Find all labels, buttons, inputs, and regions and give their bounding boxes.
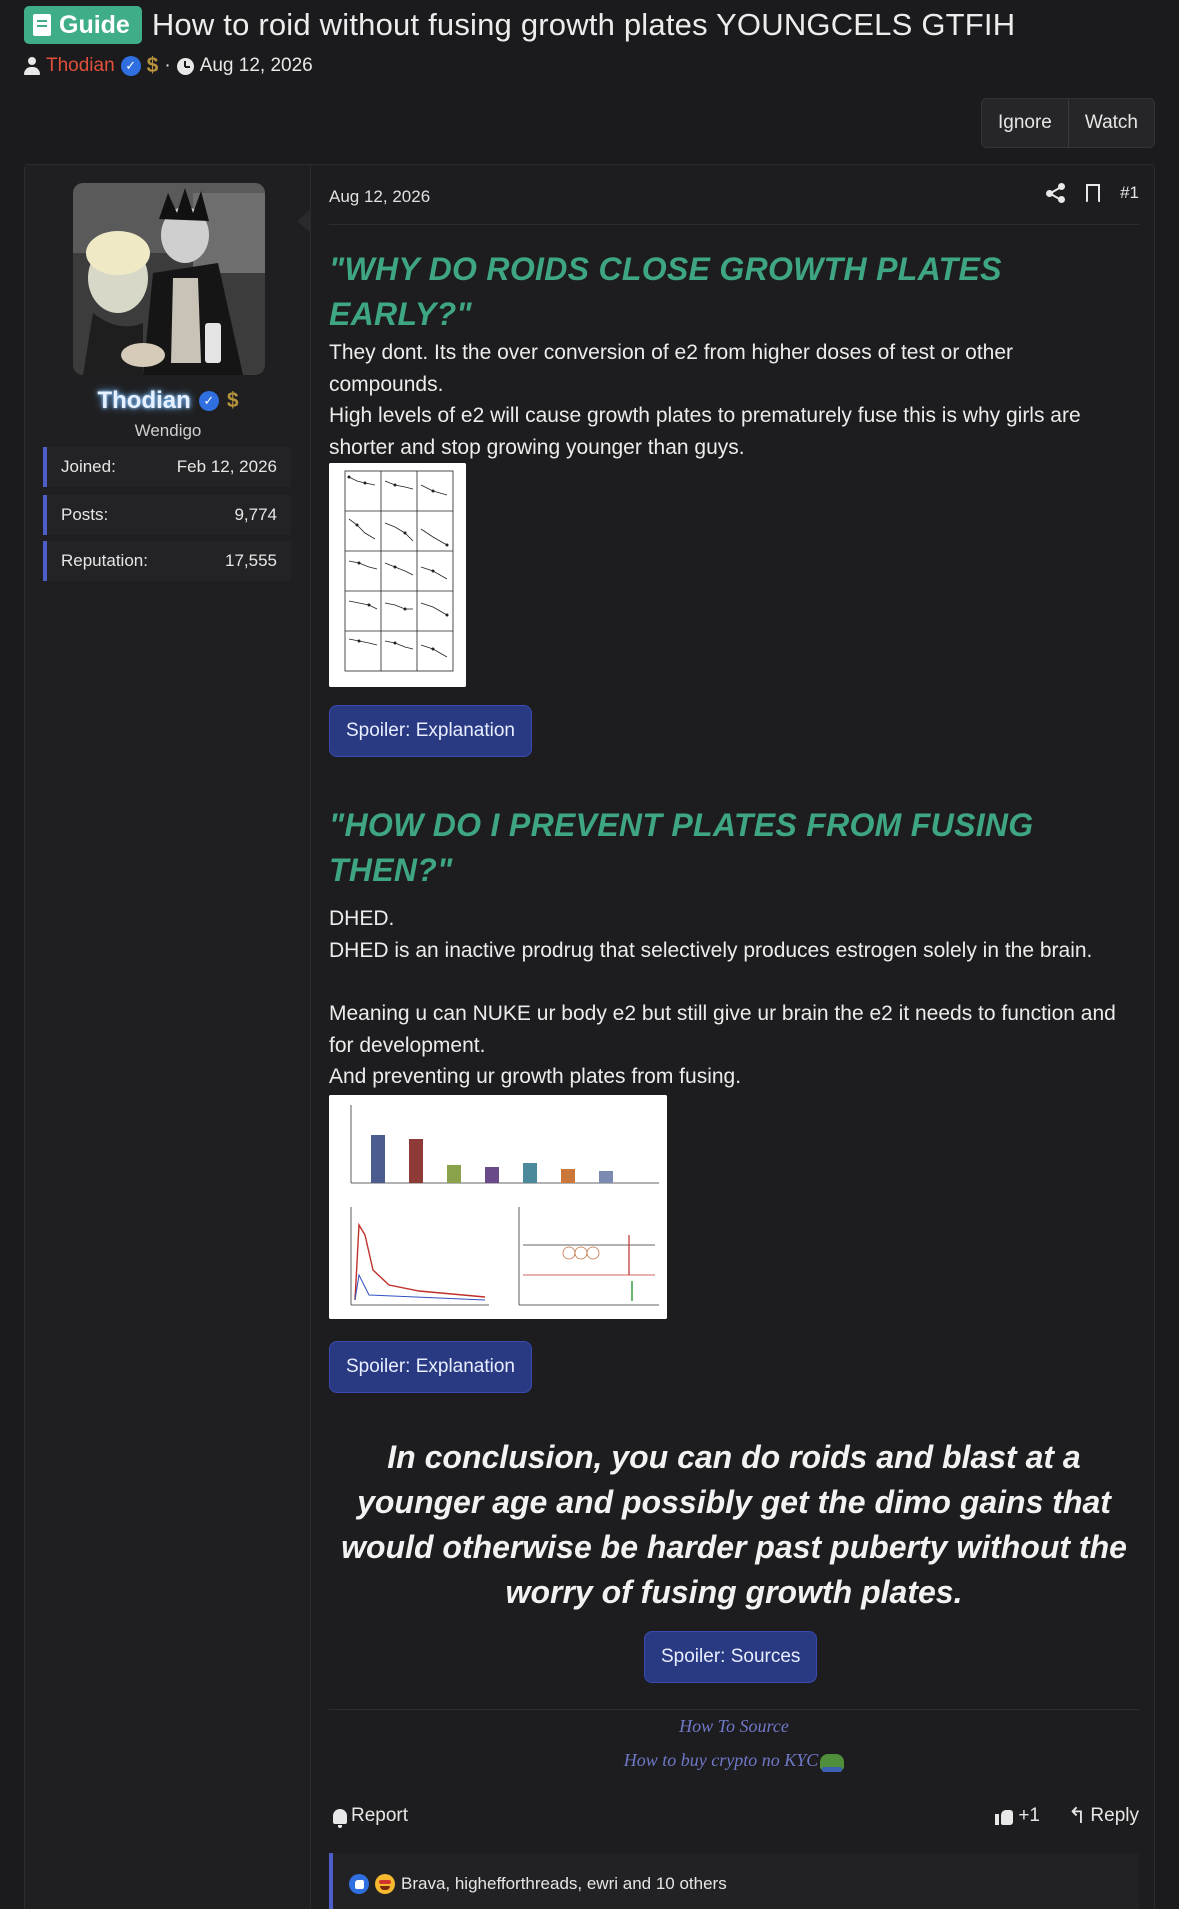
pepe-frog-icon [820,1754,844,1770]
thumbs-up-icon [995,1807,1013,1825]
report-label[interactable]: Report [351,1805,409,1826]
reply-label: Reply [1090,1805,1139,1827]
stat-label: Reputation: [61,551,148,570]
spoiler-explanation-button-2[interactable]: Spoiler: Explanation [329,1341,532,1393]
spoiler-explanation-button-1[interactable]: Spoiler: Explanation [329,705,532,757]
post-number-link[interactable]: #1 [1120,183,1139,202]
ignore-button[interactable]: Ignore [997,112,1052,133]
like-reaction-icon [349,1874,369,1894]
paragraph: High levels of e2 will cause growth plates to prematurely fuse this is why girls are shorter and stop growing younger than guys. [329,404,1081,459]
dhed-study-chart-image[interactable] [329,1095,667,1319]
signature-link-crypto[interactable] [329,1750,1139,1771]
chart-thumbnail [329,1095,667,1319]
star-struck-reaction-icon [375,1874,395,1894]
reply-arrow-icon: ↰ [1067,1803,1087,1828]
conclusion-text: In conclusion, you can do roids and blast at a younger age and possibly get the dimo gains that would otherwise be harder past puberty without the worry of fusing growth plates. [341,1439,1127,1610]
paragraph: Meaning u can NUKE ur body e2 but still give ur brain the e2 it needs to function and for development. [329,1002,1116,1057]
stat-label: Posts: [61,505,109,524]
reactions-bar[interactable] [329,1853,1139,1909]
thread-title-row [24,6,1015,44]
bell-icon [333,1809,347,1824]
section-heading-2: "HOW DO I PREVENT PLATES FROM FUSING THEN?" [329,807,1034,888]
thread-author-link[interactable]: Thodian [46,55,115,76]
paragraph: And preventing ur growth plates from fusing. [329,1065,742,1088]
stat-posts [43,495,291,535]
section-heading-1: "WHY DO ROIDS CLOSE GROWTH PLATES EARLY?" [329,251,1002,332]
signature-link-text[interactable]: How To Source [679,1716,789,1736]
thread-start-date[interactable]: Aug 12, 2026 [199,55,313,76]
paragraph: DHED is an inactive prodrug that selectively produces estrogen solely in the brain. [329,939,1093,962]
user-title: Wendigo [134,421,202,440]
stat-joined [43,447,291,487]
stat-label: Joined: [61,457,116,476]
like-count: +1 [1018,1805,1040,1826]
stat-value: 17,555 [225,551,277,570]
avatar[interactable] [73,183,265,375]
stat-value[interactable]: 9,774 [234,505,277,524]
user-icon [24,57,40,75]
post-actions [1046,183,1139,203]
reactions-text[interactable]: Brava, highefforthreads, ewri and 10 others [401,1874,727,1893]
thread-action-buttons [981,98,1155,148]
post-user-column [25,165,311,1909]
username-row [25,387,311,415]
dollar-badge-icon: $ [146,54,159,77]
post-date[interactable]: Aug 12, 2026 [329,187,431,206]
verified-badge-icon: ✓ [199,391,219,411]
avatar-image [73,183,265,375]
chart-thumbnail [329,463,466,687]
bookmark-icon[interactable] [1086,184,1100,202]
like-button[interactable] [995,1805,1040,1827]
paragraph: They dont. Its the over conversion of e2 from higher doses of test or other compounds. [329,341,1014,396]
share-icon[interactable] [1046,183,1066,203]
watch-button[interactable]: Watch [1068,99,1154,147]
paragraph: DHED. [329,907,395,930]
post-message [24,164,1155,1909]
prefix-badge-guide[interactable] [24,6,142,44]
dollar-badge-icon: $ [226,389,239,412]
avatar-arrow [297,209,311,233]
signature [329,1709,1139,1770]
username-link[interactable]: Thodian [97,387,191,414]
growth-plate-chart-image[interactable] [329,463,466,687]
reply-button[interactable] [1068,1805,1139,1827]
signature-link-text[interactable]: How to buy crypto no KYC [623,1750,819,1770]
stat-value: Feb 12, 2026 [176,457,277,476]
report-link[interactable] [333,1805,408,1827]
post-footer-actions [995,1805,1139,1827]
verified-badge-icon: ✓ [121,56,141,76]
spoiler-sources-button[interactable]: Spoiler: Sources [644,1631,817,1683]
prefix-label: Guide [59,10,130,39]
clock-icon [177,58,194,75]
stat-reputation [43,541,291,581]
meta-separator: · [164,55,171,76]
thread-meta [24,54,313,78]
thread-title: How to roid without fusing growth plates YOUNGCELS GTFIH [151,7,1016,42]
book-icon [33,14,51,36]
signature-link-how-to-source[interactable] [329,1716,1139,1737]
post-header [329,165,1139,225]
